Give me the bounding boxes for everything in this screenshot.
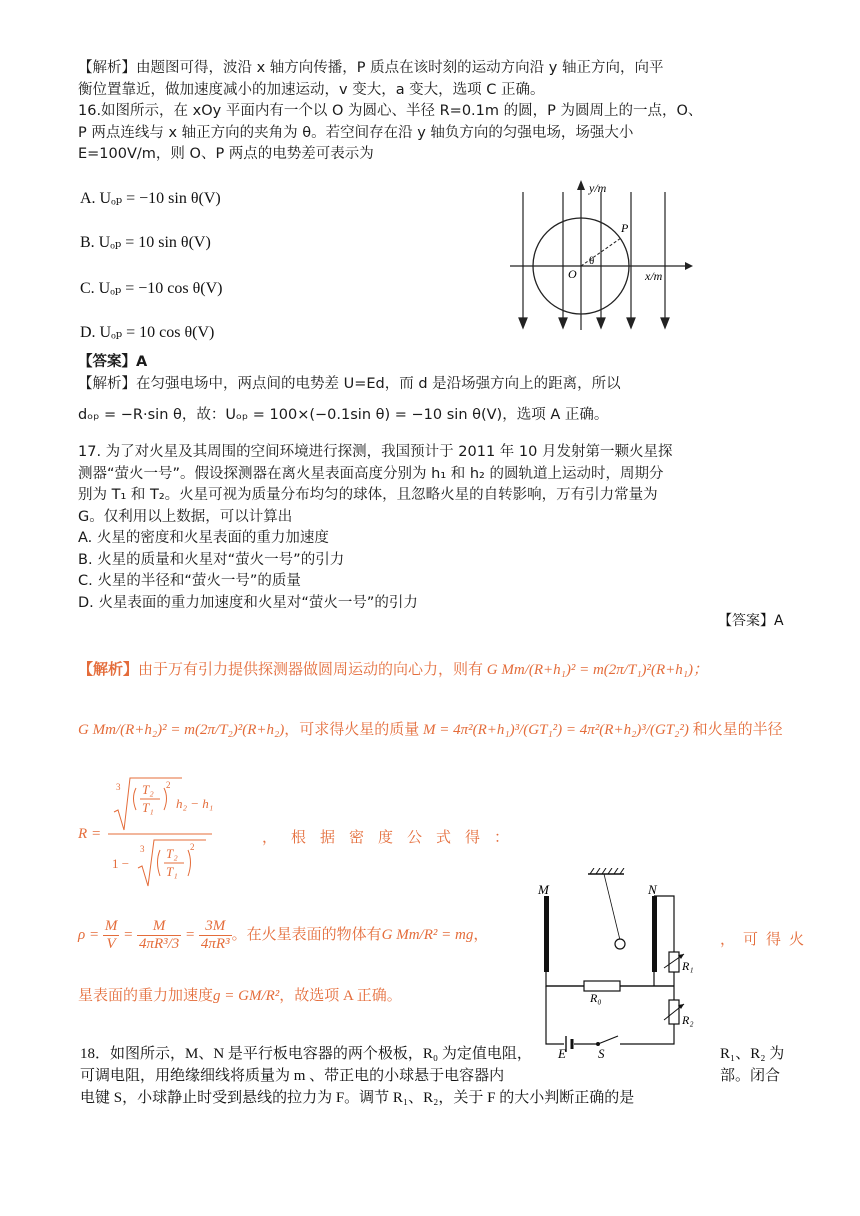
- q17-sol2-equation: G Mm/(R+h₂)² = m(2π/T₂)²(R+h₂): [78, 722, 285, 738]
- p15-analysis-line1: 【解析】由题图可得，波沿 x 轴方向传播，P 质点在该时刻的运动方向沿 y 轴正方向，向平: [78, 60, 664, 76]
- q16-y-label: y/m: [589, 181, 607, 195]
- q17-sol-line1: [78, 658, 708, 679]
- q18-label-s: S: [598, 1046, 605, 1058]
- q17-line1: 17. 为了对火星及其周围的空间环境进行探测，我国预计于 2011 年 10 月发射第一颗火星探: [78, 444, 673, 460]
- q17-radius-formula: [78, 772, 258, 892]
- q17-sol2-tail: 和火星的半径: [692, 722, 783, 738]
- q18-line3: 电键 S，小球静止时受到悬线的拉力为 F。调节 R₁、R₂，关于 F 的大小判断正确的是: [80, 1090, 635, 1106]
- q18-label-r1: R₁: [682, 959, 694, 973]
- q17-sol4-tail: ，可得火: [720, 932, 813, 948]
- q17-sol5-tail: ，故选项 A 正确。: [279, 988, 402, 1004]
- q16-line1: 16.如图所示，在 xOy 平面内有一个以 O 为圆心、半径 R=0.1m 的圆，P 为圆周上的一点，O、: [78, 103, 703, 119]
- svg-text:1 −: 1 −: [112, 856, 130, 871]
- svg-text:2: 2: [166, 780, 171, 790]
- q17-option-d: D. 火星表面的重力加速度和火星对“萤火一号”的引力: [78, 594, 418, 611]
- q18-label-m: M: [538, 882, 549, 897]
- svg-text:2: 2: [190, 842, 195, 852]
- q18-label-r0: R₀: [590, 991, 602, 1005]
- svg-text:=: =: [92, 826, 101, 842]
- q17-text: [78, 442, 778, 614]
- q17-sol1-equation: G Mm/(R+h₁)² = m(2π/T₁)²(R+h₁)；: [486, 662, 709, 678]
- svg-text:3: 3: [140, 844, 145, 854]
- q18-line2a: 可调电阻，用绝缘细线将质量为 m 、带正电的小球悬于电容器内: [80, 1068, 505, 1084]
- q16-option-a: A. Uₒₚ = −10 sin θ(V): [80, 190, 221, 207]
- q16-analysis-line1: 【解析】在匀强电场中，两点间的电势差 U=Ed，而 d 是沿场强方向上的距离，所以: [78, 375, 621, 392]
- q17-gravity-equation: G Mm/R² = mg: [381, 926, 474, 943]
- q18-label-n: N: [648, 882, 657, 897]
- q17-mass-equation: M = 4π²(R+h₁)³/(GT₁²) = 4π²(R+h₂)³/(GT₂²): [423, 722, 689, 738]
- svg-text:h₂ − h₁: h₂ − h₁: [176, 796, 214, 811]
- q16-option-d: D. Uₒₚ = 10 cos θ(V): [80, 324, 215, 341]
- q16-line2: P 两点连线与 x 轴正方向的夹角为 θ。若空间存在沿 y 轴负方向的匀强电场，场强大小: [78, 124, 634, 141]
- q16-point-label: P: [621, 221, 629, 235]
- q17-sol2-text: ，可求得火星的质量: [284, 722, 420, 738]
- q17-sol3-text: ，根据密度公式得：: [262, 830, 524, 846]
- q18-label-e: E: [558, 1046, 566, 1058]
- q17-option-b: B. 火星的质量和火星对“萤火一号”的引力: [78, 551, 345, 568]
- q17-line2: 测器“萤火一号”。假设探测器在离火星表面高度分别为 h₁ 和 h₂ 的圆轨道上运动时，周期分: [78, 465, 664, 482]
- q18-circuit-figure: [518, 868, 698, 1058]
- q17-option-a: A. 火星的密度和火星表面的重力加速度: [78, 530, 329, 546]
- q17-answer: 【答案】A: [718, 613, 784, 629]
- svg-text:T₁: T₁: [166, 864, 178, 879]
- q16-option-b: B. Uₒₚ = 10 sin θ(V): [80, 234, 211, 251]
- q16-angle-label: θ: [589, 255, 595, 267]
- q16-answer: 【答案】A: [78, 354, 148, 370]
- q17-line4: G。仅利用以上数据，可以计算出: [78, 508, 293, 525]
- q16-field-figure: [505, 178, 695, 338]
- q16-option-c: C. Uₒₚ = −10 cos θ(V): [80, 280, 223, 297]
- q18-line2b: 部。闭合: [720, 1068, 781, 1084]
- q17-sol4-text: 。在火星表面的物体有: [231, 926, 382, 943]
- svg-text:T₂: T₂: [166, 846, 178, 861]
- p15-analysis-line2: 衡位置靠近，做加速度减小的加速运动，v 变大，a 变大，选项 C 正确。: [78, 81, 545, 98]
- q17-option-c: C. 火星的半径和“萤火一号”的质量: [78, 573, 301, 589]
- q18-line1a: 18．如图所示，M、N 是平行板电容器的两个极板，R₀ 为定值电阻，: [80, 1046, 532, 1062]
- q17-sol5-text: 星表面的重力加速度: [78, 988, 214, 1004]
- q16-origin-label: O: [568, 267, 577, 281]
- q17-line3: 别为 T₁ 和 T₂。火星可视为质量分布均匀的球体，且忽略火星的自转影响，万有引力常量为: [78, 487, 658, 503]
- svg-text:3: 3: [116, 782, 121, 792]
- q15-q16-text: [78, 58, 778, 166]
- q17-g-equation: g = GM/R²: [213, 988, 280, 1004]
- svg-text:R: R: [78, 826, 88, 842]
- q17-sol-label: 【解析】: [78, 662, 139, 678]
- svg-text:T₂: T₂: [142, 782, 154, 797]
- q16-analysis-line2: dₒₚ = −R·sin θ，故：Uₒₚ = 100×(−0.1sin θ) = −10 sin θ(V)，选项 A 正确。: [78, 407, 609, 423]
- q16-x-label: x/m: [645, 269, 663, 283]
- q17-sol-line5: [78, 984, 402, 1005]
- q16-line3: E=100V/m，则 O、P 两点的电势差可表示为: [78, 146, 374, 162]
- q18-line1b: R₁、R₂ 为: [720, 1046, 785, 1062]
- q17-sol1-text: 由于万有引力提供探测器做圆周运动的向心力，则有: [138, 662, 484, 678]
- q17-density-line: ρ = $\frac{M}{V}$ = $\frac{M}{\text{4πR³/3}}$ = $\frac{3M}{\text{4πR³}}$ 。在火星表面的物体有G Mm/R² = mg，: [78, 918, 489, 952]
- q18-label-r2: R₂: [682, 1013, 694, 1027]
- q17-sol-line2: [78, 718, 783, 739]
- svg-text:T₁: T₁: [142, 800, 154, 815]
- q16-answer-block: [78, 352, 778, 427]
